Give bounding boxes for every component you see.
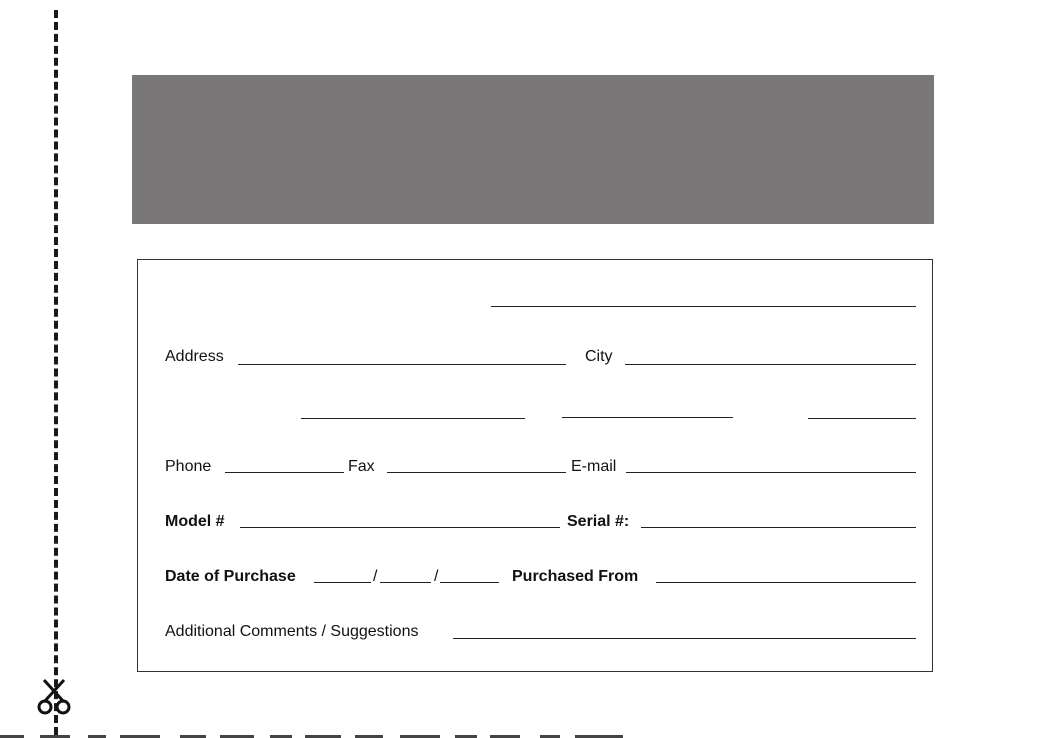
model-label: Model # — [165, 513, 225, 530]
date-separator: / — [373, 568, 378, 585]
serial-label: Serial #: — [567, 513, 630, 530]
address-field[interactable] — [238, 364, 566, 365]
city-field[interactable] — [625, 364, 916, 365]
phone-field[interactable] — [225, 472, 344, 473]
state-field[interactable] — [301, 418, 525, 419]
date-year-field[interactable] — [440, 582, 499, 583]
name-field[interactable] — [491, 306, 916, 307]
zip-field[interactable] — [562, 417, 733, 418]
header-banner — [132, 75, 934, 224]
city-label: City — [585, 348, 613, 365]
comments-field[interactable] — [453, 638, 916, 639]
clipped-footer-text — [0, 733, 640, 738]
fax-label: Fax — [348, 458, 375, 475]
serial-field[interactable] — [641, 527, 916, 528]
date-month-field[interactable] — [314, 582, 371, 583]
purchased-from-label: Purchased From — [512, 568, 639, 585]
address-label: Address — [165, 348, 224, 365]
email-label: E-mail — [571, 458, 617, 475]
date-of-purchase-label: Date of Purchase — [165, 568, 296, 585]
date-separator: / — [434, 568, 439, 585]
date-day-field[interactable] — [380, 582, 431, 583]
phone-label: Phone — [165, 458, 212, 475]
comments-label: Additional Comments / Suggestions — [165, 623, 419, 640]
email-field[interactable] — [626, 472, 916, 473]
registration-form — [137, 259, 933, 672]
model-field[interactable] — [240, 527, 560, 528]
dashed-cut-line — [54, 10, 58, 735]
purchased-from-field[interactable] — [656, 582, 916, 583]
country-field[interactable] — [808, 418, 916, 419]
scissors-icon — [36, 676, 72, 716]
fax-field[interactable] — [387, 472, 566, 473]
